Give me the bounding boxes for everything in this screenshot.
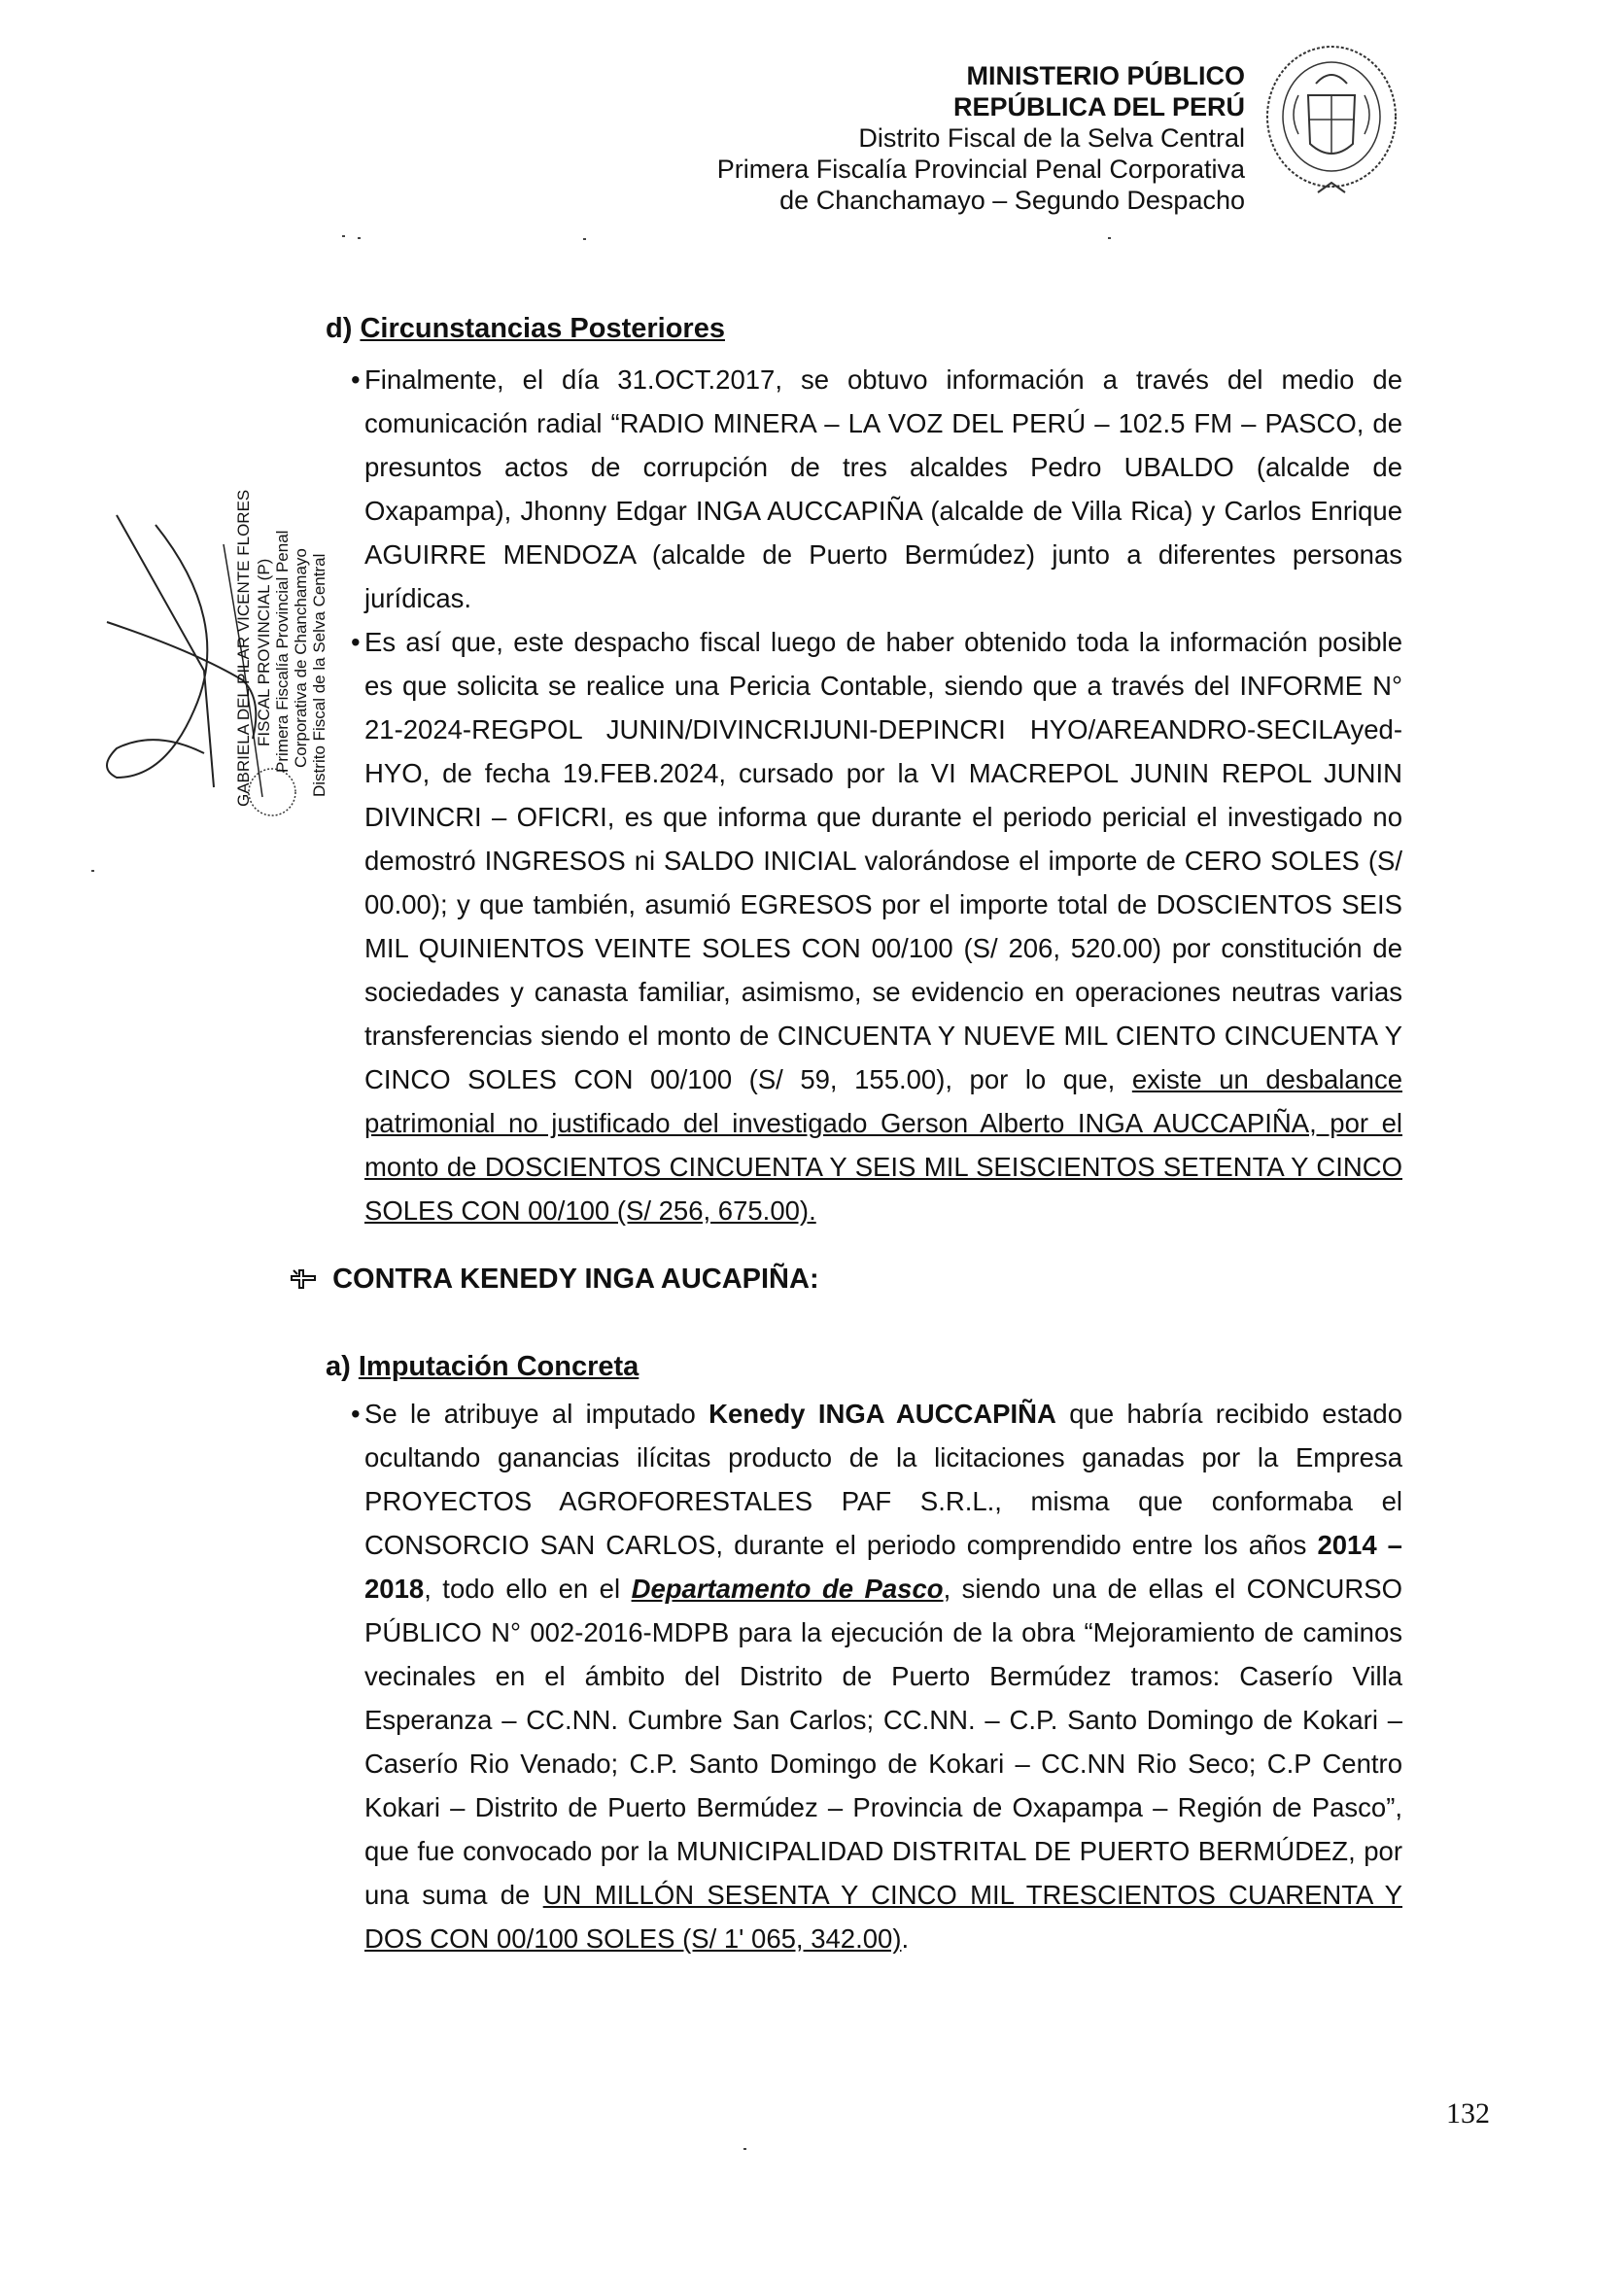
bullet-text: Se le atribuye al imputado bbox=[364, 1399, 709, 1429]
scan-speck bbox=[358, 237, 361, 239]
subsection-title: Imputación Concreta bbox=[358, 1351, 639, 1382]
bullet-icon: • bbox=[351, 1399, 361, 1429]
scan-speck bbox=[1108, 237, 1111, 239]
bullet-text: , todo ello en el bbox=[424, 1574, 632, 1604]
stamp-district: Distrito Fiscal de la Selva Central bbox=[310, 553, 328, 797]
stamp-office: Primera Fiscalía Provincial Penal bbox=[273, 530, 292, 773]
period-years: 2014 – 2018 bbox=[364, 1530, 1402, 1604]
bullet-text: Finalmente, el día 31.OCT.2017, se obtuvo información a través del medio de comunicación radial “RADIO MINERA – LA VOZ DEL PERÚ – 102.5 FM – PASCO, de presuntos actos de corrupción de tres alcaldes Pedro UBALDO (alcalde de Oxapampa), Jhonny Edgar INGA AUCCAPIÑA (alcalde de Villa Rica) y Carlos Enrique AGUIRRE MENDOZA (alcalde de Puerto Bermúdez) junto a diferentes personas jurídicas. bbox=[364, 364, 1402, 613]
bullet-text: . bbox=[901, 1923, 910, 1954]
letterhead-office: Primera Fiscalía Provincial Penal Corporativa bbox=[716, 155, 1245, 184]
stamp-name: GABRIELA DEL PILAR VICENTE FLORES bbox=[234, 489, 253, 807]
scan-speck bbox=[583, 238, 586, 240]
bullet-underlined-conclusion: existe un desbalance patrimonial no justificado del investigado Gerson Alberto INGA AUCCAPIÑA, por el monto de DOSCIENTOS CINCUENTA Y SEIS MIL SEISCIENTOS SETENTA Y CINCO SOLES CON 00/100 (S/ 256, 675.00). bbox=[364, 1064, 1402, 1226]
section-heading-kenedy bbox=[290, 1264, 819, 1296]
department-name: Departamento de Pasco bbox=[631, 1574, 944, 1604]
contract-amount: UN MILLÓN SESENTA Y CINCO MIL TRESCIENTOS CUARENTA Y DOS CON 00/100 SOLES (S/ 1' 065, 342.00) bbox=[364, 1880, 1403, 1954]
section-title: CONTRA KENEDY INGA AUCAPIÑA: bbox=[332, 1264, 819, 1295]
bullet-icon: • bbox=[351, 627, 361, 657]
letterhead-ministry: MINISTERIO PÚBLICO bbox=[966, 61, 1245, 90]
coat-of-arms-seal bbox=[1260, 37, 1403, 217]
page-number: 132 bbox=[1446, 2097, 1490, 2130]
bullet-item bbox=[347, 1392, 1402, 1960]
letterhead-district: Distrito Fiscal de la Selva Central bbox=[858, 123, 1245, 153]
bullet-icon: • bbox=[351, 364, 361, 395]
accused-name: Kenedy INGA AUCCAPIÑA bbox=[708, 1399, 1056, 1429]
letterhead bbox=[717, 60, 1245, 216]
bullet-item bbox=[347, 358, 1402, 620]
letterhead-office-location: de Chanchamayo – Segundo Despacho bbox=[779, 186, 1245, 215]
prosecutor-signature-stamp bbox=[97, 486, 350, 821]
subsection-heading-imputacion bbox=[326, 1351, 639, 1383]
scan-speck bbox=[91, 870, 94, 872]
bullet-text: Es así que, este despacho fiscal luego de haber obtenido toda la información posible es que solicita se realice una Pericia Contable, siendo que a través del INFORME N° 21-2024-REGPOL JUNIN/DIVINCRIJUNI-DEPINCRI HYO/AREANDRO-SECILAyed-HYO, de fecha 19.FEB.2024, cursado por la VI MACREPOL JUNIN REPOL JUNIN DIVINCRI – OFICRI, es que informa que durante el periodo pericial el investigado no demostró INGRESOS ni SALDO INICIAL valorándose el importe de CERO SOLES (S/ 00.00); y que también, asumió EGRESOS por el importe total de DOSCIENTOS SEIS MIL QUINIENTOS VEINTE SOLES CON 00/100 (S/ 206, 520.00) por constitución de sociedades y canasta familiar, asimismo, se evidencio en operaciones neutras varias transferencias siendo el monto de CINCUENTA Y NUEVE MIL CIENTO CINCUENTA Y CINCO SOLES CON 00/100 (S/ 59, 155.00), por lo que, bbox=[364, 627, 1402, 1094]
subsection-title: Circunstancias Posteriores bbox=[360, 313, 725, 344]
pointing-hand-icon bbox=[290, 1266, 317, 1290]
subsection-label: d) bbox=[326, 313, 353, 344]
scan-speck bbox=[342, 235, 345, 237]
bullet-text: , siendo una de ellas el CONCURSO PÚBLICO N° 002-2016-MDPB para la ejecución de la obra “Mejoramiento de caminos vecinales en el ámbito del Distrito de Puerto Bermúdez tramos: Caserío Villa Esperanza – CC.NN. Cumbre San Carlos; CC.NN. – C.P. Santo Domingo de Kokari – Caserío Rio Venado; C.P. Santo Domingo de Kokari – CC.NN Rio Seco; C.P Centro Kokari – Distrito de Puerto Bermúdez – Provincia de Oxapampa – Región de Pasco”, que fue convocado por la MUNICIPALIDAD DISTRITAL DE PUERTO BERMÚDEZ, por una suma de bbox=[364, 1574, 1402, 1910]
scan-speck bbox=[743, 2148, 746, 2150]
subsection-label: a) bbox=[326, 1351, 351, 1382]
bullet-text: que habría recibido estado ocultando ganancias ilícitas producto de la licitaciones ganadas por la Empresa PROYECTOS AGROFORESTALES PAF S.R.L., misma que conformaba el CONSORCIO SAN CARLOS, durante el periodo comprendido entre los años bbox=[364, 1399, 1403, 1560]
stamp-position: FISCAL PROVINCIAL (P) bbox=[255, 558, 273, 746]
bullet-item bbox=[347, 620, 1402, 1232]
imputacion-body bbox=[351, 1392, 1403, 1960]
circunstancias-body bbox=[351, 358, 1402, 1232]
stamp-office-location: Corporativa de Chanchamayo bbox=[292, 548, 310, 768]
letterhead-country: REPÚBLICA DEL PERÚ bbox=[952, 92, 1245, 121]
subsection-heading-circunstancias bbox=[326, 313, 725, 345]
